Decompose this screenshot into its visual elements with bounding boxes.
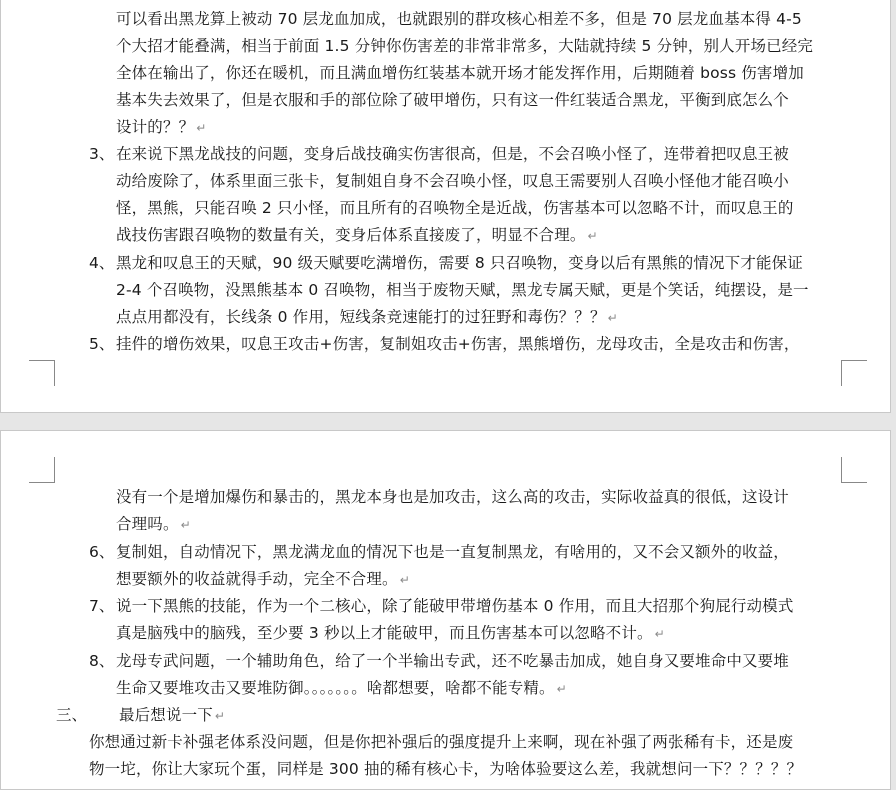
paragraph-mark-icon: ↵ <box>607 311 618 325</box>
list-number: 6、 <box>89 543 115 561</box>
paragraph-mark-icon: ↵ <box>196 121 207 135</box>
text-line: 动给废除了，体系里面三张卡，复制姐自身不会召唤小怪，叹息王需要别人召唤小怪他才能召唤小 <box>116 172 789 190</box>
text-line: 黑龙和叹息王的天赋，90 级天赋要吃满增伤，需要 8 只召唤物，变身以后有黑熊的情况下才能保证 <box>116 254 803 272</box>
text-line: 生命又要堆攻击又要堆防御。。。。。。。啥都想要，啥都不能专精。 ↵ <box>116 679 567 697</box>
text-line: 在来说下黑龙战技的问题，变身后战技确实伤害很高，但是，不会召唤小怪了，连带着把叹息王被 <box>116 145 789 163</box>
text-line: 个大招才能叠满，相当于前面 1.5 分钟你伤害差的非常非常多，大陆就持续 5 分钟，别人开场已经完 <box>116 37 814 55</box>
section-number: 三、 <box>56 706 88 724</box>
crop-mark-bottom-right <box>841 360 867 386</box>
text-line: 战技伤害跟召唤物的数量有关，变身后体系直接废了，明显不合理。 ↵ <box>116 226 598 244</box>
paragraph-mark-icon: ↵ <box>180 518 191 532</box>
text-line: 合理吗。 ↵ <box>116 515 191 533</box>
crop-mark-top-left <box>29 457 55 483</box>
list-number: 5、 <box>89 335 115 353</box>
text-line: 没有一个是增加爆伤和暴击的，黑龙本身也是加攻击，这么高的攻击，实际收益真的很低，这设计 <box>116 488 789 506</box>
list-number: 7、 <box>89 597 115 615</box>
paragraph-mark-icon: ↵ <box>654 627 665 641</box>
text-line: 挂件的增伤效果，叹息王攻击+伤害，复制姐攻击+伤害，黑熊增伤，龙母攻击，全是攻击和伤害， <box>116 335 800 353</box>
section-heading: 最后想说一下 ↵ <box>119 706 226 724</box>
paragraph-mark-icon: ↵ <box>399 573 410 587</box>
crop-mark-top-right <box>841 457 867 483</box>
text-line: 全体在输出了，你还在暖机，而且满血增伤红装基本就开场才能发挥作用，后期随着 boss 伤害增加 <box>116 64 804 82</box>
text-line: 复制姐，自动情况下，黑龙满龙血的情况下也是一直复制黑龙，有啥用的，又不会又额外的收益， <box>116 543 789 561</box>
text-line: 说一下黑熊的技能，作为一个二核心，除了能破甲带增伤基本 0 作用，而且大招那个狗屁行动模式 <box>116 597 794 615</box>
text-line: 点点用都没有，长线条 0 作用，短线条竞速能打的过狂野和毒伤？？？ ↵ <box>116 308 618 326</box>
paragraph-mark-icon: ↵ <box>214 709 226 723</box>
text-line: 基本失去效果了，但是衣服和手的部位除了破甲增伤，只有这一件红装适合黑龙，平衡到底怎么个 <box>116 91 789 109</box>
list-number: 8、 <box>89 652 115 670</box>
list-number: 4、 <box>89 254 115 272</box>
text-line: 可以看出黑龙算上被动 70 层龙血加成，也就跟别的群攻核心相差不多，但是 70 层龙血基本得 4-5 <box>116 10 802 28</box>
text-line: 想要额外的收益就得手动，完全不合理。 ↵ <box>116 570 410 588</box>
crop-mark-bottom-left-line <box>29 360 55 386</box>
text-line: 龙母专武问题，一个辅助角色，给了一个半输出专武，还不吃暴击加成，她自身又要堆命中又要堆 <box>116 652 789 670</box>
text-line: 怪，黑熊，只能召唤 2 只小怪，而且所有的召唤物全是近战，伤害基本可以忽略不计，而叹息王的 <box>116 199 794 217</box>
paragraph-mark-icon: ↵ <box>587 229 598 243</box>
list-number: 3、 <box>89 145 115 163</box>
text-line: 2-4 个召唤物，没黑熊基本 0 召唤物，相当于废物天赋，黑龙专属天赋，更是个笑话，纯摆设，是一 <box>116 281 809 299</box>
text-line: 你想通过新卡补强老体系没问题，但是你把补强后的强度提升上来啊，现在补强了两张稀有卡，还是废 <box>89 733 794 751</box>
text-line: 物一坨，你让大家玩个蛋，同样是 300 抽的稀有核心卡，为啥体验要这么差，我就想问一下？？？？？ <box>89 760 803 778</box>
text-line: 真是脑残中的脑残，至少要 3 秒以上才能破甲，而且伤害基本可以忽略不计。 ↵ <box>116 624 665 642</box>
text-line: 设计的？？ ↵ <box>116 118 207 136</box>
document-page-2 <box>0 430 891 790</box>
paragraph-mark-icon: ↵ <box>556 682 567 696</box>
